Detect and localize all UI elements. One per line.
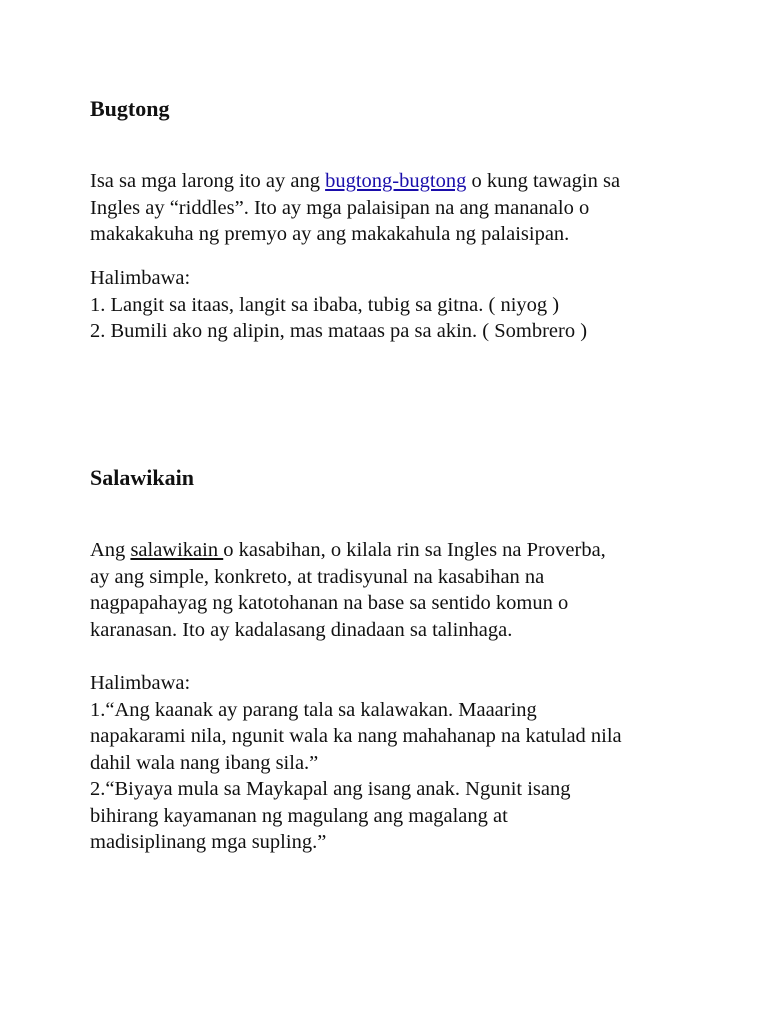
salawikain-examples-label: Halimbawa:	[90, 672, 191, 694]
bugtong-intro-line-3: makakakuha ng premyo ay ang makakahula ng palaisipan.	[90, 223, 570, 245]
salawikain-intro-line-3: nagpapahayag ng katotohanan na base sa sentido komun o	[90, 592, 569, 614]
salawikain-intro-text-after: o kasabihan, o kilala rin sa Ingles na Proverba,	[223, 539, 606, 561]
salawikain-intro-line-1	[90, 537, 690, 564]
bugtong-examples-label: Halimbawa:	[90, 267, 191, 289]
salawikain-examples	[90, 670, 690, 856]
bugtong-intro-paragraph	[90, 168, 690, 248]
section-title-bugtong: Bugtong	[90, 96, 170, 121]
bugtong-intro-text-after: o kung tawagin sa	[466, 170, 621, 192]
salawikain-example-line: 1.“Ang kaanak ay parang tala sa kalawakan. Maaaring	[90, 698, 537, 721]
salawikain-example-line: 2.“Biyaya mula sa Maykapal ang isang anak. Ngunit isang	[90, 778, 571, 800]
salawikain-intro-paragraph	[90, 537, 690, 643]
bugtong-example-2: 2. Bumili ako ng alipin, mas mataas pa sa akin. ( Sombrero )	[90, 320, 588, 342]
bugtong-intro-line-2: Ingles ay “riddles”. Ito ay mga palaisipan na ang mananalo o	[90, 196, 590, 219]
salawikain-intro-line-2: ay ang simple, konkreto, at tradisyunal na kasabihan na	[90, 565, 545, 588]
bugtong-example-1: 1. Langit sa itaas, langit sa ibaba, tubig sa gitna. ( niyog )	[90, 293, 560, 316]
salawikain-intro-line-4: karanasan. Ito ay kadalasang dinadaan sa talinhaga.	[90, 618, 513, 641]
salawikain-example-line: dahil wala nang ibang sila.”	[90, 751, 319, 774]
bugtong-intro-line-1	[90, 168, 690, 195]
salawikain-example-line: napakarami nila, ngunit wala ka nang mahahanap na katulad nila	[90, 725, 622, 747]
section-title-salawikain: Salawikain	[90, 465, 194, 490]
bugtong-bugtong-link[interactable]: bugtong-bugtong	[325, 170, 467, 192]
bugtong-examples	[90, 265, 690, 345]
bugtong-intro-text-before: Isa sa mga larong ito ay ang	[90, 170, 326, 192]
salawikain-term: salawikain	[130, 539, 224, 561]
salawikain-example-line: madisiplinang mga supling.”	[90, 831, 327, 853]
salawikain-example-line: bihirang kayamanan ng magulang ang magalang at	[90, 804, 508, 827]
salawikain-intro-text-before: Ang	[90, 539, 131, 561]
